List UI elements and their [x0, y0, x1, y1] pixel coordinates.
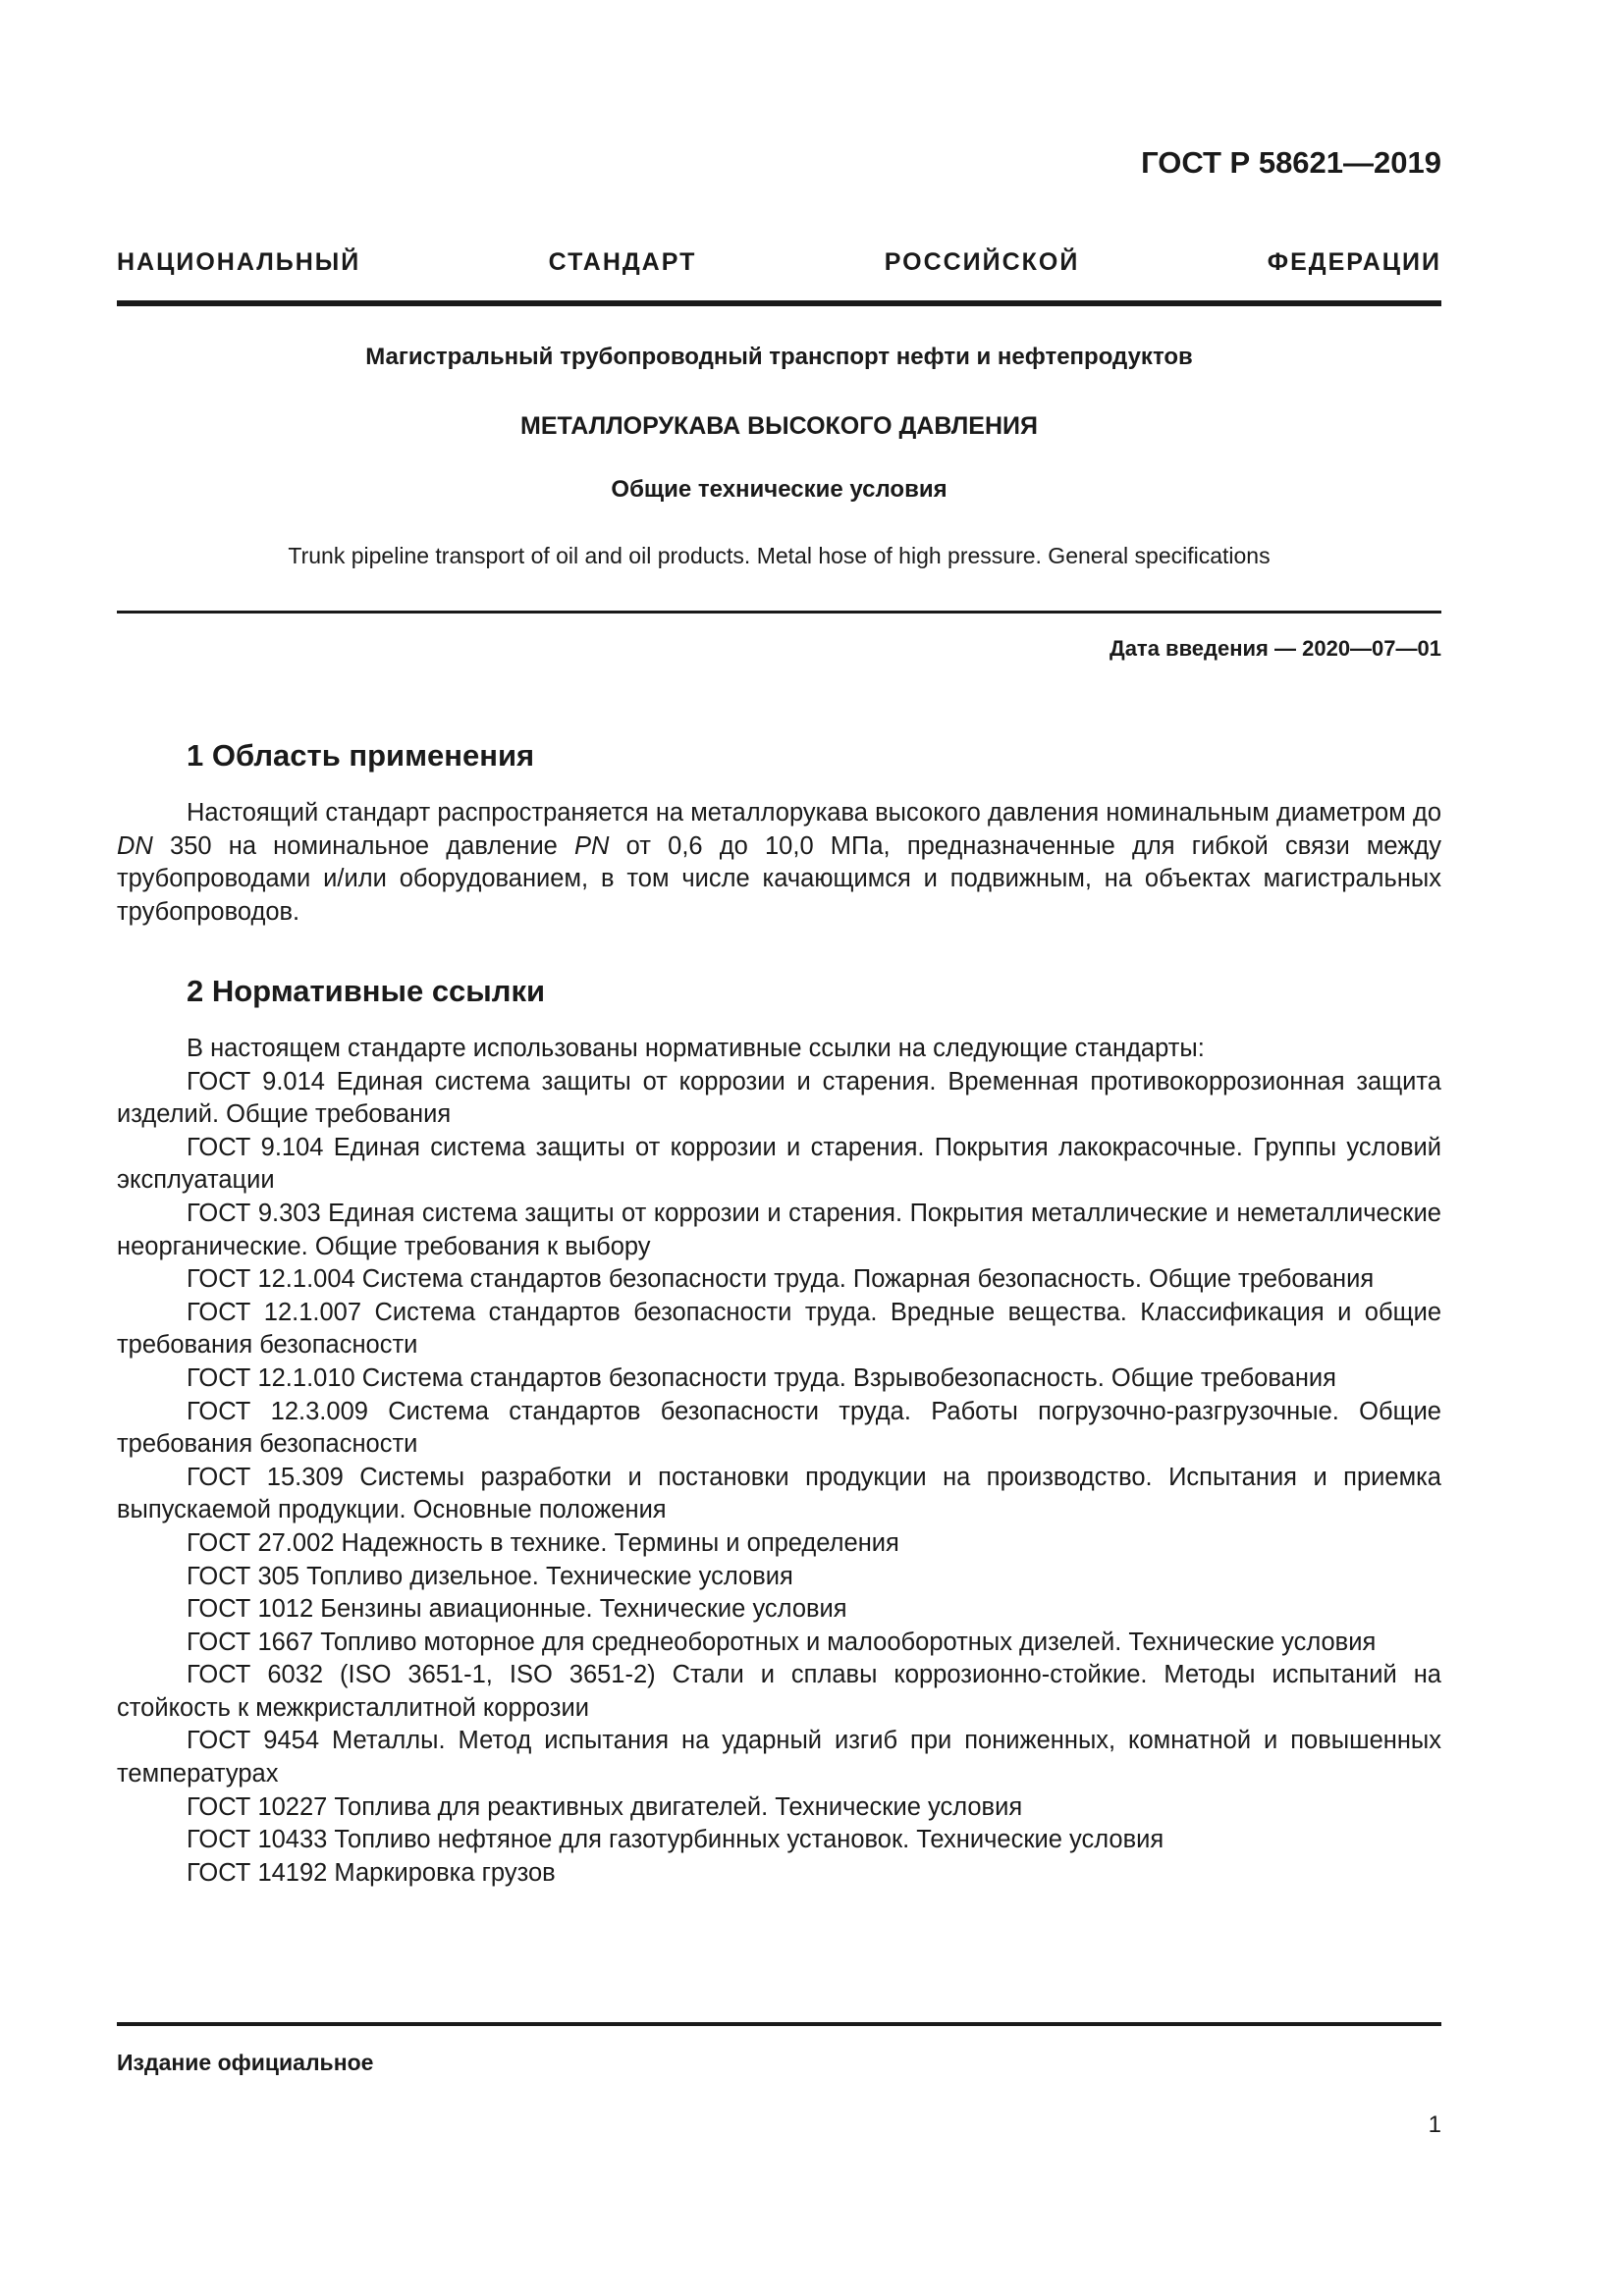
section-1-paragraph: Настоящий стандарт распространяется на металлорукава высокого давления номинальным диаметром до DN 350 на номинальное давление PN от 0,6 до 10,0 МПа, предназначенные для гибкой связи между трубопроводами и/или оборудованием, в том числе качающимся и подвижным, на объектах магистральных трубопроводов.: [117, 799, 1441, 926]
title-domain: Магистральный трубопроводный транспорт нефти и нефтепродуктов: [365, 344, 1193, 370]
document-number: ГОСТ Р 58621—2019: [1141, 145, 1441, 180]
reference-item: ГОСТ 9.014 Единая система защиты от коррозии и старения. Временная противокоррозионная защита изделий. Общие требования: [117, 1067, 1441, 1129]
reference-item: ГОСТ 12.1.010 Система стандартов безопасности труда. Взрывобезопасность. Общие требования: [187, 1363, 1336, 1392]
national-standard-banner: НАЦИОНАЛЬНЫЙ СТАНДАРТ РОССИЙСКОЙ ФЕДЕРАЦИИ: [117, 248, 1441, 276]
section-2-body: [117, 1033, 1441, 1890]
english-title: Trunk pipeline transport of oil and oil products. Metal hose of high pressure. General specifications: [288, 543, 1271, 568]
reference-item: ГОСТ 1012 Бензины авиационные. Технические условия: [187, 1595, 847, 1624]
reference-item: ГОСТ 12.1.004 Система стандартов безопасности труда. Пожарная безопасность. Общие требования: [187, 1265, 1375, 1294]
reference-item: ГОСТ 6032 (ISO 3651-1, ISO 3651-2) Стали и сплавы коррозионно-стойкие. Методы испытаний на стойкость к межкристаллитной коррозии: [117, 1661, 1441, 1722]
reference-item: ГОСТ 27.002 Надежность в технике. Термины и определения: [187, 1528, 899, 1557]
official-edition-label: Издание официальное: [117, 2050, 374, 2075]
reference-item: ГОСТ 9.104 Единая система защиты от коррозии и старения. Покрытия лакокрасочные. Группы условий эксплуатации: [117, 1133, 1441, 1195]
reference-item: ГОСТ 10227 Топлива для реактивных двигателей. Технические условия: [187, 1792, 1023, 1821]
page-number: 1: [1428, 2111, 1441, 2138]
document-title: МЕТАЛЛОРУКАВА ВЫСОКОГО ДАВЛЕНИЯ: [520, 412, 1038, 440]
title-rule: [117, 611, 1441, 614]
introduction-date: Дата введения — 2020—07—01: [1110, 636, 1441, 661]
reference-item: ГОСТ 9.303 Единая система защиты от коррозии и старения. Покрытия металлические и неметаллические неорганические. Общие требования к выбору: [117, 1199, 1441, 1260]
section-2-heading: 2 Нормативные ссылки: [187, 974, 546, 1008]
reference-item: ГОСТ 12.1.007 Система стандартов безопасности труда. Вредные вещества. Классификация и общие требования безопасности: [117, 1298, 1441, 1360]
reference-item: ГОСТ 305 Топливо дизельное. Технические условия: [187, 1562, 793, 1590]
document-subtitle: Общие технические условия: [611, 476, 947, 503]
reference-item: ГОСТ 10433 Топливо нефтяное для газотурбинных установок. Технические условия: [187, 1826, 1164, 1854]
reference-item: ГОСТ 15.309 Системы разработки и постановки продукции на производство. Испытания и приемка выпускаемой продукции. Основные положения: [117, 1463, 1441, 1524]
reference-item: ГОСТ 1667 Топливо моторное для среднеоборотных и малооборотных дизелей. Технические условия: [187, 1628, 1377, 1656]
reference-item: ГОСТ 9454 Металлы. Метод испытания на ударный изгиб при пониженных, комнатной и повышенных температурах: [117, 1727, 1441, 1789]
section-1-body: [117, 797, 1441, 929]
references-intro: В настоящем стандарте использованы нормативные ссылки на следующие стандарты:: [187, 1035, 1205, 1062]
reference-item: ГОСТ 14192 Маркировка грузов: [187, 1858, 556, 1887]
section-1-heading: 1 Область применения: [187, 738, 535, 773]
footer-rule: [117, 2022, 1441, 2026]
reference-item: ГОСТ 12.3.009 Система стандартов безопасности труда. Работы погрузочно-разгрузочные. Общие требования безопасности: [117, 1397, 1441, 1459]
header-rule: [117, 300, 1441, 306]
